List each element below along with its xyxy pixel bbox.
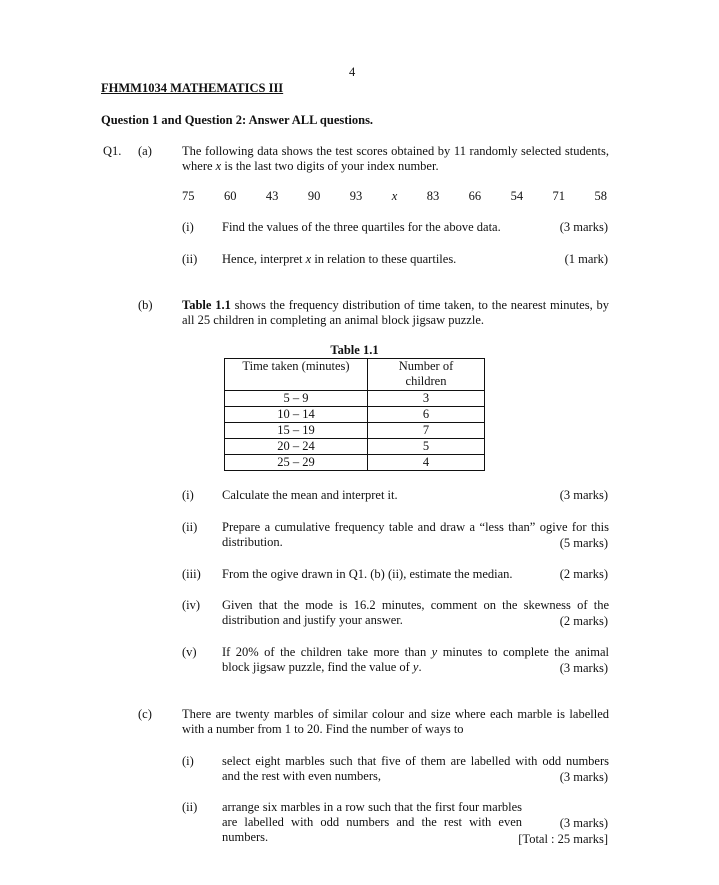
sub-text: If 20% of the children take more than y minutes to complete the animal block jigsaw puzzle, find the value of y.	[222, 645, 609, 674]
table-cell: 20 – 24	[225, 439, 368, 455]
sub-label: (ii)	[182, 252, 198, 266]
marks: (1 mark)	[564, 252, 608, 266]
marks: (2 marks)	[559, 614, 608, 628]
sub-text: From the ogive drawn in Q1. (b) (ii), estimate the median.	[222, 567, 513, 581]
score-list	[182, 189, 607, 204]
frequency-table	[224, 358, 485, 471]
score-value: 83	[426, 189, 440, 203]
score-value: 66	[468, 189, 482, 203]
sub-label: (v)	[182, 645, 197, 659]
score-value: 60	[223, 189, 237, 203]
sub-label: (iv)	[182, 598, 201, 612]
table-title: Table 1.1	[330, 343, 379, 357]
instruction-heading: Question 1 and Question 2: Answer ALL questions.	[101, 113, 374, 127]
table-cell: 5 – 9	[225, 391, 368, 407]
score-value: 54	[510, 189, 524, 203]
part-c-text: There are twenty marbles of similar colour and size where each marble is labelled with a number from 1 to 20. Find the number of ways to	[182, 707, 609, 736]
table-cell: 15 – 19	[225, 423, 368, 439]
page-number: 4	[349, 65, 356, 79]
table-cell: 25 – 29	[225, 455, 368, 471]
table-cell: 7	[368, 423, 485, 439]
marks: (3 marks)	[559, 488, 608, 502]
question-label: Q1.	[103, 144, 122, 158]
sub-label: (iii)	[182, 567, 201, 581]
part-a-text: The following data shows the test scores obtained by 11 randomly selected students, where x is the last two digits of your index number.	[182, 144, 609, 173]
sub-text: select eight marbles such that five of them are labelled with odd numbers and the rest with even numbers,	[222, 754, 609, 783]
sub-text: arrange six marbles in a row such that the first four marbles are labelled with odd numbers and the rest with even numbers.	[222, 800, 522, 844]
table-header-count	[368, 359, 485, 391]
marks: (3 marks)	[559, 661, 608, 675]
sub-label: (i)	[182, 220, 194, 234]
marks: (3 marks)	[559, 770, 608, 784]
marks: (2 marks)	[559, 567, 608, 581]
score-value: 75	[182, 189, 195, 203]
part-b-label: (b)	[138, 298, 153, 312]
marks: (3 marks)	[559, 220, 608, 234]
table-header-time: Time taken (minutes)	[225, 359, 368, 391]
marks: (5 marks)	[559, 536, 608, 550]
sub-label: (i)	[182, 488, 194, 502]
score-value: 43	[265, 189, 279, 203]
part-b-body: shows the frequency distribution of time taken, to the nearest minutes, by all 25 children in completing an animal block jigsaw puzzle.	[182, 298, 610, 327]
table-cell: 5	[368, 439, 485, 455]
total-marks: [Total : 25 marks]	[518, 832, 608, 846]
score-value: x	[391, 189, 398, 203]
table-reference: Table 1.1	[182, 298, 231, 312]
part-a-label: (a)	[138, 144, 152, 158]
sub-label: (i)	[182, 754, 194, 768]
sub-text: Hence, interpret x in relation to these quartiles.	[222, 252, 457, 266]
sub-label: (ii)	[182, 520, 198, 534]
sub-label: (ii)	[182, 800, 198, 814]
table-cell: 3	[368, 391, 485, 407]
table-cell: 6	[368, 407, 485, 423]
sub-text: Find the values of the three quartiles for the above data.	[222, 220, 501, 234]
sub-text: Calculate the mean and interpret it.	[222, 488, 398, 502]
part-b-text	[182, 298, 609, 328]
score-value: 71	[552, 189, 565, 203]
table-cell: 10 – 14	[225, 407, 368, 423]
table-header-count-label: Number of children	[398, 359, 454, 388]
course-title: FHMM1034 MATHEMATICS III	[101, 81, 284, 95]
sub-text: Given that the mode is 16.2 minutes, comment on the skewness of the distribution and justify your answer.	[222, 598, 609, 627]
table-cell: 4	[368, 455, 485, 471]
score-value: 90	[307, 189, 321, 203]
marks: (3 marks)	[559, 816, 608, 830]
part-c-label: (c)	[138, 707, 152, 721]
score-value: 93	[349, 189, 363, 203]
sub-text: Prepare a cumulative frequency table and draw a “less than” ogive for this distribution.	[222, 520, 609, 549]
score-value: 58	[594, 189, 607, 203]
